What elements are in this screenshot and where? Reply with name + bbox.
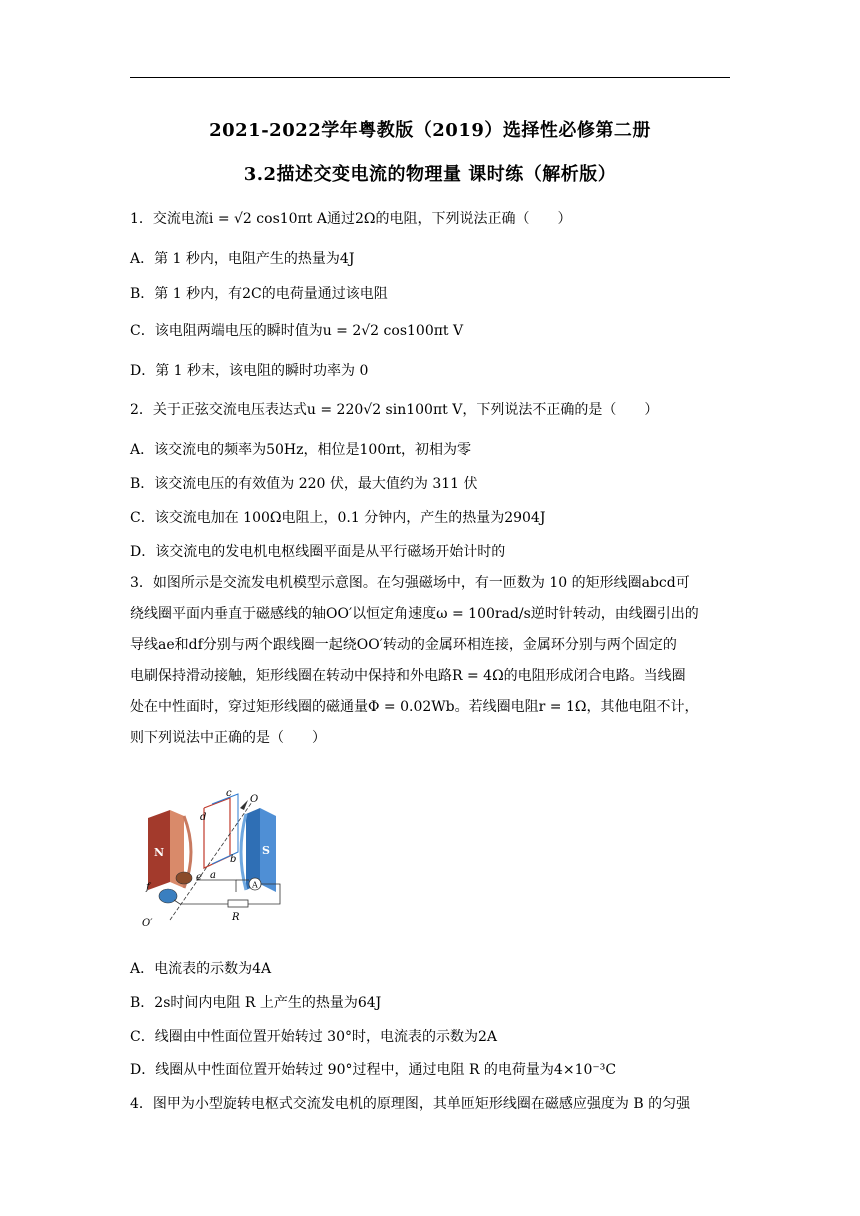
slip-ring-upper [176,872,192,884]
resistor-icon [228,900,248,907]
q2-option-c: C．该交流电加在 100Ω电阻上，0.1 分钟内，产生的热量为2904J [130,510,546,526]
label-b: b [230,854,237,865]
south-label: S [262,844,270,857]
q2-option-b: B．该交流电压的有效值为 220 伏，最大值约为 311 伏 [130,476,478,492]
q3-option-d: D．线圈从中性面位置开始转过 90°过程中，通过电阻 R 的电荷量为4×10⁻³C [130,1062,617,1078]
label-c: c [226,788,232,799]
generator-diagram [140,788,300,930]
label-d: d [200,812,207,823]
q3-stem-line: 绕线圈平面内垂直于磁感线的轴OO′以恒定角速度ω = 100rad/s逆时针转动，由线圈引出的 [130,606,699,622]
header-rule [130,77,730,78]
q3-stem [130,568,730,754]
wire-top [196,880,236,892]
q3-stem-line: 处在中性面时，穿过矩形线圈的磁通量Φ = 0.02Wb。若线圈电阻r = 1Ω，其他电阻不计， [130,699,699,715]
label-f: f [146,882,150,893]
q1-stem: 1．交流电流i = √2 cos10πt A通过2Ω的电阻，下列说法正确（ ） [130,211,572,227]
slip-ring-lower [159,889,177,903]
q3-stem-line: 则下列说法中正确的是（ ） [130,730,326,746]
q2-stem: 2．关于正弦交流电压表达式u = 220√2 sin100πt V，下列说法不正确的是（ ） [130,402,659,418]
north-label: N [154,846,165,859]
q4-stem: 4．图甲为小型旋转电枢式交流发电机的原理图，其单匝矩形线圈在磁感应强度为 B 的匀强 [130,1096,691,1112]
q3-stem-line: 电刷保持滑动接触，矩形线圈在转动中保持和外电路R = 4Ω的电阻形成闭合电路。当线圈 [130,668,686,684]
document-subtitle: 3.2描述交变电流的物理量 课时练（解析版） [243,164,617,185]
label-r: R [232,912,240,923]
rotation-arrow-icon [240,800,248,810]
ammeter-label: A [252,880,258,890]
q1-option-d: D．第 1 秒末，该电阻的瞬时功率为 0 [130,363,369,379]
q3-stem-line: 导线ae和df分别与两个跟线圈一起绕OO′转动的金属环相连接，金属环分别与两个固定的 [130,637,677,653]
q3-option-a: A．电流表的示数为4A [130,961,272,977]
q1-option-b: B．第 1 秒内，有2C的电荷量通过该电阻 [130,286,388,302]
q3-option-c: C．线圈由中性面位置开始转过 30°时，电流表的示数为2A [130,1029,497,1045]
q1-option-a: A．第 1 秒内，电阻产生的热量为4J [130,251,355,267]
q2-option-d: D．该交流电的发电机电枢线圈平面是从平行磁场开始计时的 [130,544,506,560]
q1-option-c: C．该电阻两端电压的瞬时值为u = 2√2 cos100πt V [130,323,464,339]
label-o: O [250,794,259,805]
q3-stem-line: 3．如图所示是交流发电机模型示意图。在匀强磁场中，有一匝数为 10 的矩形线圈abcd可 [130,575,690,591]
q2-option-a: A．该交流电的频率为50Hz，相位是100πt，初相为零 [130,442,472,458]
q3-option-b: B．2s时间内电阻 R 上产生的热量为64J [130,995,382,1011]
document-title: 2021-2022学年粤教版（2019）选择性必修第二册 [209,120,651,141]
label-a: a [210,870,216,881]
label-e: e [196,872,202,883]
label-o-prime: O′ [142,918,153,929]
